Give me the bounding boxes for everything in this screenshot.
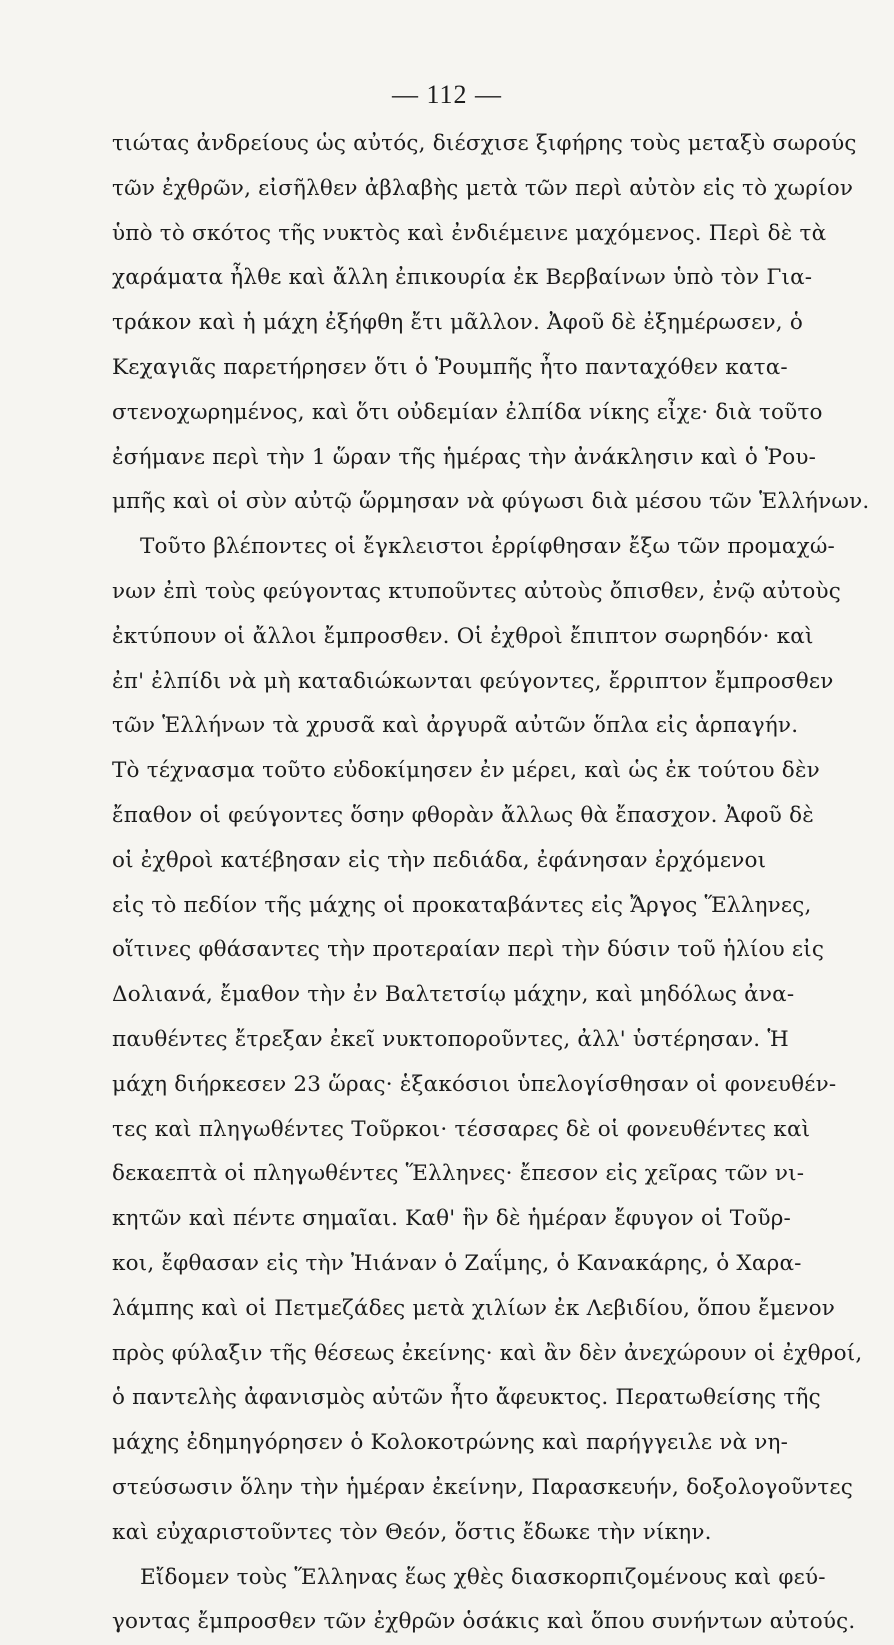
text-line: Εἴδομεν τοὺς Ἕλληνας ἕως χθὲς διασκορπιζομένους καὶ φεύ- bbox=[140, 1564, 826, 1590]
text-line: στεύσωσιν ὅλην τὴν ἡμέραν ἐκείνην, Παρασκευήν, δοξολογοῦντες bbox=[112, 1474, 853, 1500]
text-line: ἐπ' ἐλπίδι νὰ μὴ καταδιώκωνται φεύγοντες, ἔρριπτον ἔμπροσθεν bbox=[112, 668, 834, 694]
text-line: τιώτας ἀνδρείους ὡς αὐτός, διέσχισε ξιφήρης τοὺς μεταξὺ σωρούς bbox=[112, 131, 857, 156]
text-line: τῶν Ἑλλήνων τὰ χρυσᾶ καὶ ἀργυρᾶ αὐτῶν ὅπλα εἰς ἁρπαγήν. bbox=[112, 713, 799, 739]
text-line: λάμπης καὶ οἱ Πετμεζάδες μετὰ χιλίων ἐκ Λεβιδίου, ὅπου ἔμενον bbox=[112, 1295, 836, 1321]
text-line: μπῆς καὶ οἱ σὺν αὐτῷ ὥρμησαν νὰ φύγωσι διὰ μέσου τῶν Ἑλλήνων. bbox=[112, 489, 870, 515]
text-line: Τοῦτο βλέποντες οἱ ἔγκλειστοι ἐρρίφθησαν ἔξω τῶν προμαχώ- bbox=[140, 534, 836, 560]
body-text bbox=[112, 122, 882, 1645]
text-line: δεκαεπτὰ οἱ πληγωθέντες Ἕλληνες· ἔπεσον εἰς χεῖρας τῶν νι- bbox=[112, 1161, 805, 1187]
text-line: ὑπὸ τὸ σκότος τῆς νυκτὸς καὶ ἐνδιέμεινε μαχόμενος. Περὶ δὲ τὰ bbox=[112, 220, 827, 246]
text-line: νων ἐπὶ τοὺς φεύγοντας κτυποῦντες αὐτοὺς ὄπισθεν, ἐνῷ αὐτοὺς bbox=[112, 578, 842, 604]
text-line: γοντας ἔμπροσθεν τῶν ἐχθρῶν ὁσάκις καὶ ὅπου συνήντων αὐτούς. bbox=[112, 1609, 856, 1635]
text-line: οἵτινες φθάσαντες τὴν προτεραίαν περὶ τὴν δύσιν τοῦ ἡλίου εἰς bbox=[112, 937, 825, 963]
text-line: εἰς τὸ πεδίον τῆς μάχης οἱ προκαταβάντες εἰς Ἄργος Ἕλληνες, bbox=[112, 892, 812, 918]
text-line: τράκον καὶ ἡ μάχη ἐξήφθη ἔτι μᾶλλον. Ἀφοῦ δὲ ἐξημέρωσεν, ὁ bbox=[112, 310, 803, 336]
text-line: κοι, ἔφθασαν εἰς τὴν Ἠιάναν ὁ Ζαΐμης, ὁ Κανακάρης, ὁ Χαρα- bbox=[112, 1250, 802, 1276]
page-number: — 112 — bbox=[391, 80, 503, 109]
text-line: χαράματα ἦλθε καὶ ἄλλη ἐπικουρία ἐκ Βερβαίνων ὑπὸ τὸν Για- bbox=[112, 265, 813, 291]
text-line: κητῶν καὶ πέντε σημαῖαι. Καθ' ἣν δὲ ἡμέραν ἔφυγον οἱ Τοῦρ- bbox=[112, 1206, 792, 1232]
text-line: παυθέντες ἔτρεξαν ἐκεῖ νυκτοποροῦντες, ἀλλ' ὑστέρησαν. Ἡ bbox=[112, 1026, 789, 1052]
text-line: Τὸ τέχνασμα τοῦτο εὐδοκίμησεν ἐν μέρει, καὶ ὡς ἐκ τούτου δὲν bbox=[112, 758, 820, 784]
text-line: οἱ ἐχθροὶ κατέβησαν εἰς τὴν πεδιάδα, ἐφάνησαν ἐρχόμενοι bbox=[112, 847, 767, 873]
text-line: τῶν ἐχθρῶν, εἰσῆλθεν ἀβλαβὴς μετὰ τῶν περὶ αὐτὸν εἰς τὸ χωρίον bbox=[112, 175, 854, 201]
text-line: ὁ παντελὴς ἀφανισμὸς αὐτῶν ἦτο ἄφευκτος. Περατωθείσης τῆς bbox=[112, 1385, 821, 1411]
text-line: μάχη διήρκεσεν 23 ὥρας· ἑξακόσιοι ὑπελογίσθησαν οἱ φονευθέν- bbox=[112, 1071, 837, 1097]
text-line: Δολιανά, ἔμαθον τὴν ἐν Βαλτετσίῳ μάχην, καὶ μηδόλως ἀνα- bbox=[112, 982, 795, 1008]
text-line: ἐκτύπουν οἱ ἄλλοι ἔμπροσθεν. Οἱ ἐχθροὶ ἔπιπτον σωρηδόν· καὶ bbox=[112, 623, 814, 649]
text-line: ἔπαθον οἱ φεύγοντες ὅσην φθορὰν ἄλλως θὰ ἔπασχον. Ἀφοῦ δὲ bbox=[112, 802, 814, 828]
text-line: μάχης ἐδημηγόρησεν ὁ Κολοκοτρώνης καὶ παρήγγειλε νὰ νη- bbox=[112, 1430, 789, 1456]
text-line: ἐσήμανε περὶ τὴν 1 ὥραν τῆς ἡμέρας τὴν ἀνάκλησιν καὶ ὁ Ῥου- bbox=[112, 444, 817, 470]
text-line: στενοχωρημένος, καὶ ὅτι οὐδεμίαν ἐλπίδα νίκης εἶχε· διὰ τοῦτο bbox=[112, 399, 823, 425]
text-line: καὶ εὐχαριστοῦντες τὸν Θεόν, ὅστις ἔδωκε τὴν νίκην. bbox=[112, 1519, 712, 1545]
text-line: τες καὶ πληγωθέντες Τοῦρκοι· τέσσαρες δὲ οἱ φονευθέντες καὶ bbox=[112, 1116, 811, 1142]
text-line: Κεχαγιᾶς παρετήρησεν ὅτι ὁ Ῥουμπῆς ἦτο πανταχόθεν κατα- bbox=[112, 354, 788, 380]
text-line: πρὸς φύλαξιν τῆς θέσεως ἐκείνης· καὶ ἂν δὲν ἀνεχώρουν οἱ ἐχθροί, bbox=[112, 1340, 863, 1366]
